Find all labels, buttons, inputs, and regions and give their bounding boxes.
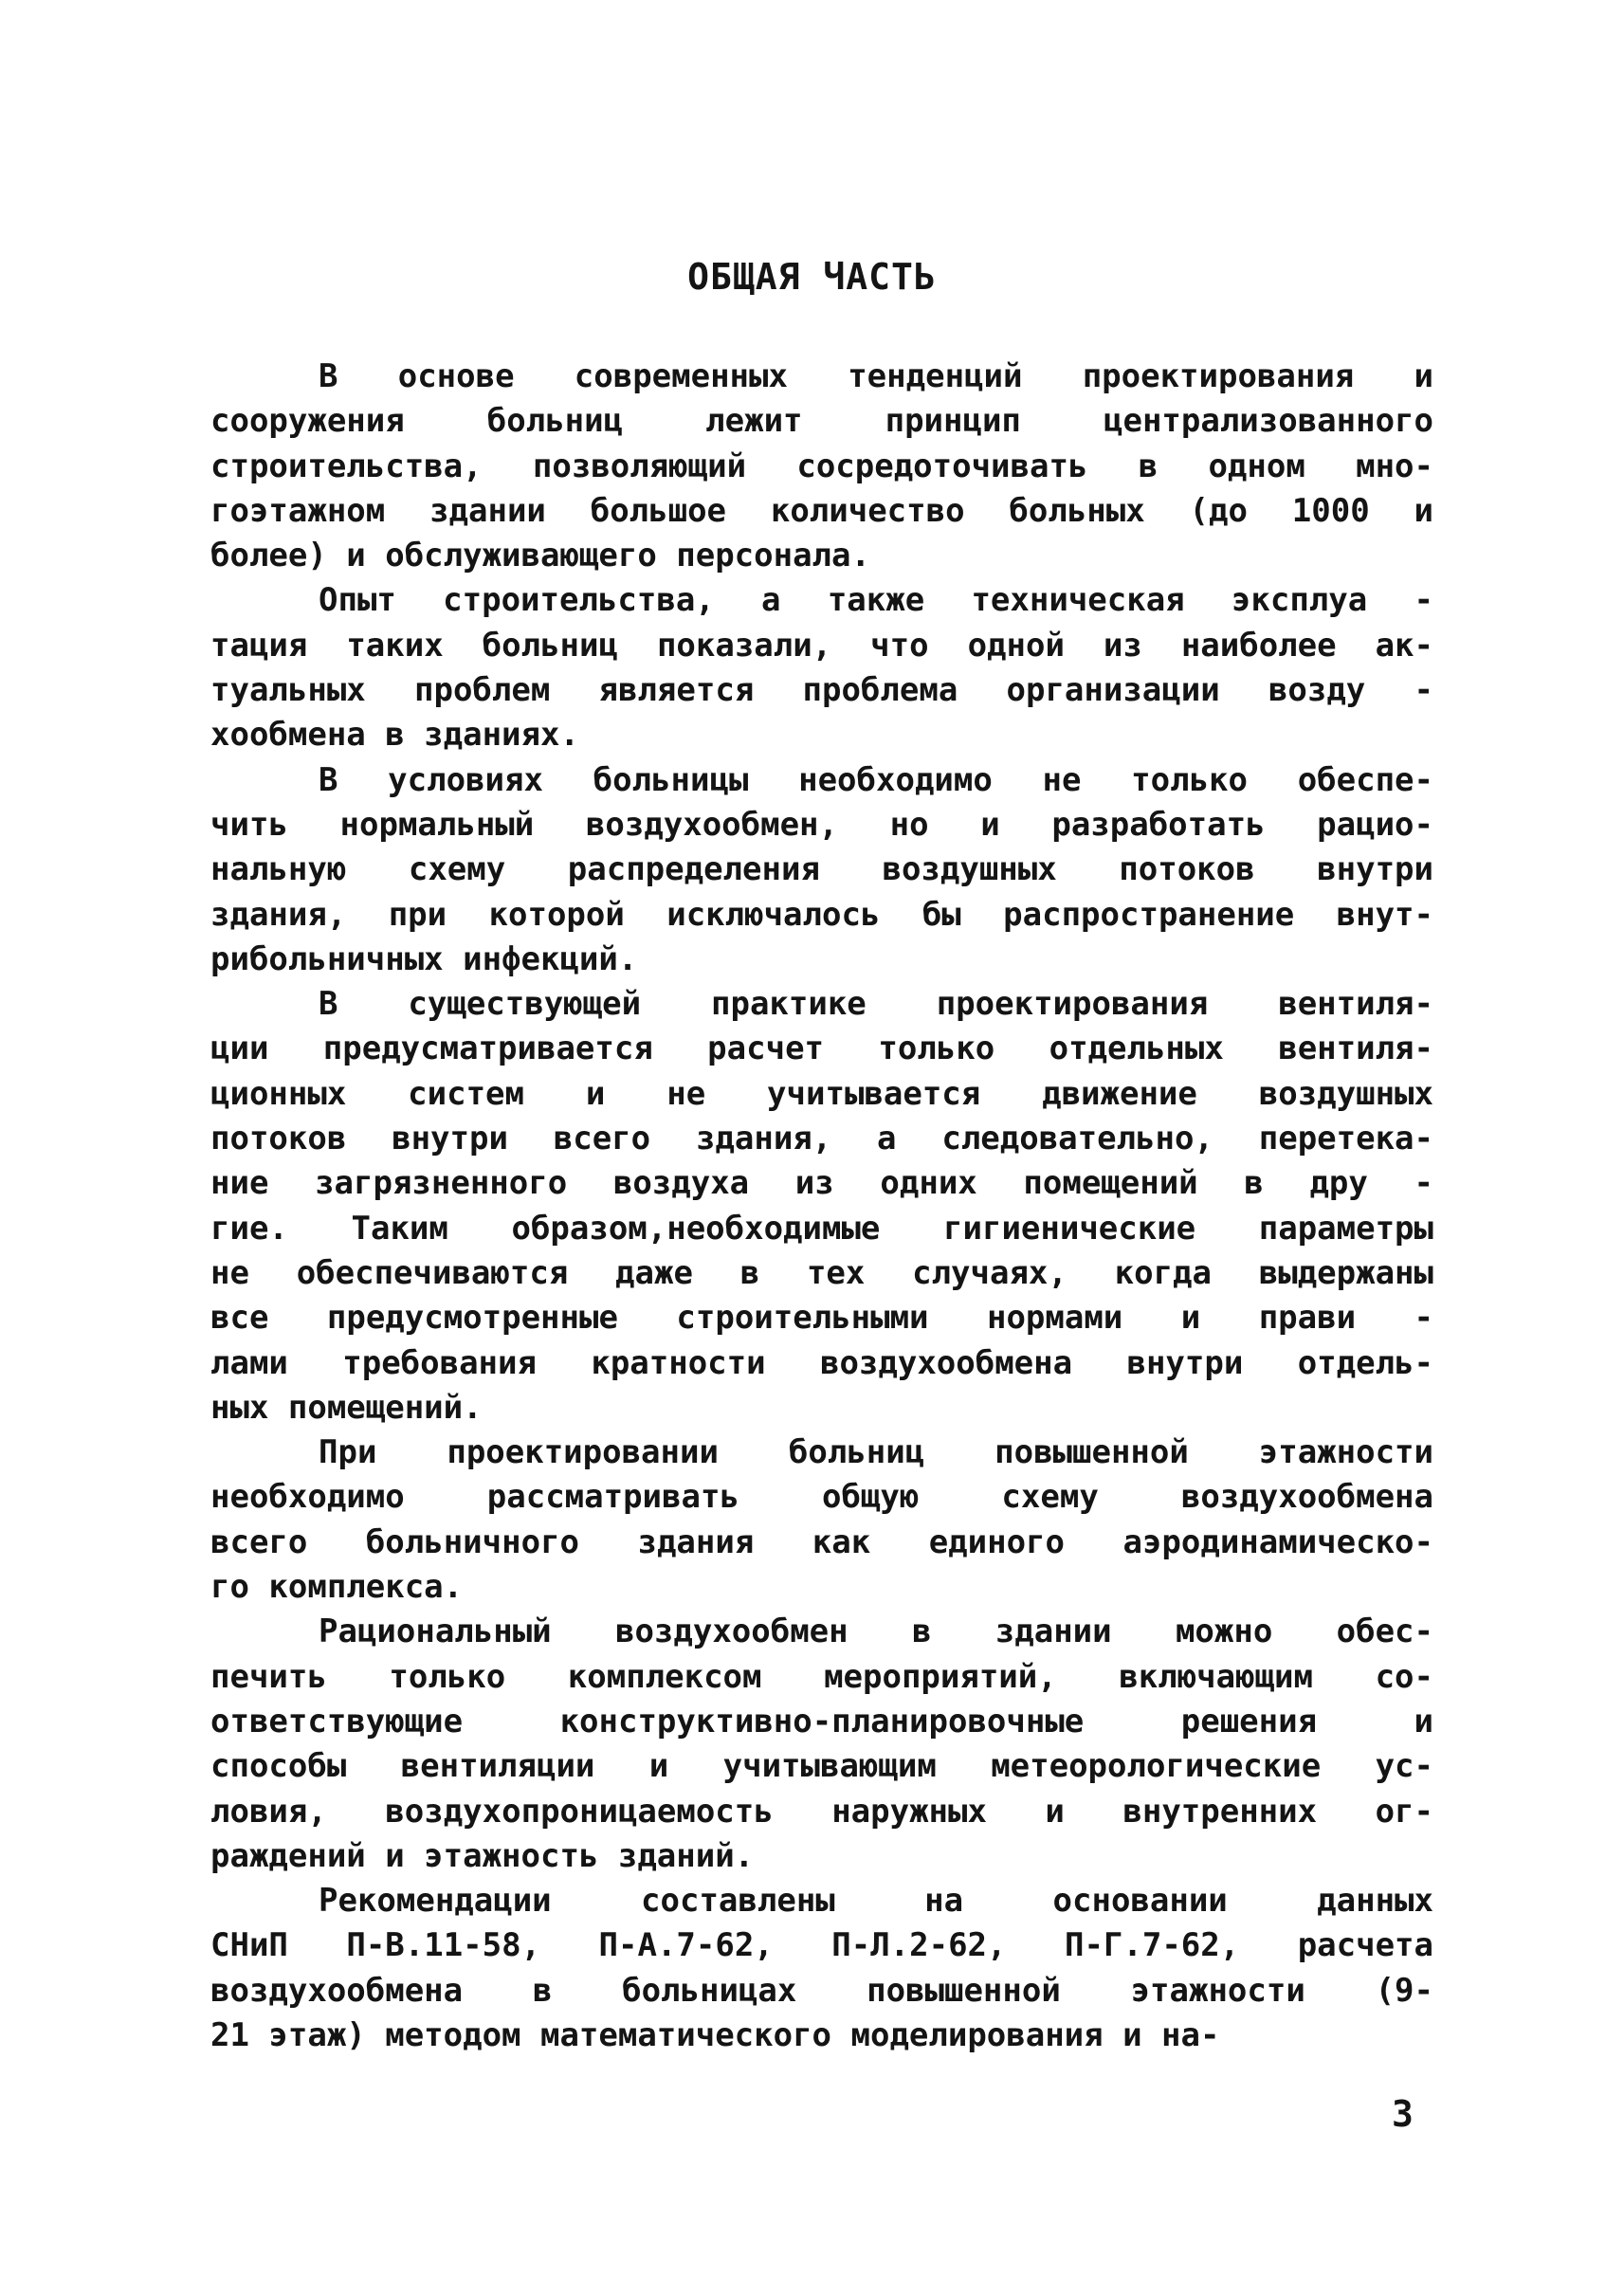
paragraph-2 (210, 578, 1433, 757)
text-line: ционных систем и не учитывается движение воздушных (210, 1074, 1433, 1113)
text-line: более) и обслуживающего персонала. (210, 537, 870, 575)
document-body (210, 355, 1433, 2058)
paragraph-7 (210, 1879, 1433, 2058)
text-line: не обеспечиваются даже в тех случаях, когда выдержаны (210, 1253, 1433, 1292)
page-title: ОБЩАЯ ЧАСТЬ (687, 256, 937, 298)
text-line: Рекомендации составлены на основании данных (319, 1882, 1433, 1921)
text-line: 21 этаж) методом математического моделирования и на- (210, 2015, 1220, 2054)
text-line: строительства, позволяющий сосредоточивать в одном мно- (210, 446, 1433, 485)
text-line: При проектировании больниц повышенной этажности (319, 1433, 1433, 1472)
paragraph-6 (210, 1610, 1433, 1879)
text-line: ответствующие конструктивно-планировочные решения и (210, 1702, 1433, 1740)
paragraph-4 (210, 982, 1433, 1430)
text-line: здания, при которой исключалось бы распространение внут- (210, 895, 1433, 934)
text-line: туальных проблем является проблема организации возду - (210, 671, 1433, 710)
text-line: Рациональный воздухообмен в здании можно обес- (319, 1613, 1433, 1651)
text-line: лами требования кратности воздухообмена внутри отдель- (210, 1343, 1433, 1382)
text-line: ние загрязненного воздуха из одних помещений в дру - (210, 1164, 1433, 1203)
text-line: ции предусматривается расчет только отдельных вентиля- (210, 1030, 1433, 1068)
text-line: чить нормальный воздухообмен, но и разработать рацио- (210, 805, 1433, 844)
text-line: всего больничного здания как единого аэродинамическо- (210, 1522, 1433, 1561)
text-line: СНиП П-В.11-58, П-А.7-62, П-Л.2-62, П-Г.7-62, расчета (210, 1926, 1433, 1965)
text-line: печить только комплексом мероприятий, включающим со- (210, 1657, 1433, 1696)
text-line: способы вентиляции и учитывающим метеорологические ус- (210, 1747, 1433, 1786)
paragraph-5 (210, 1430, 1433, 1610)
text-line: потоков внутри всего здания, а следовательно, перетека- (210, 1120, 1433, 1158)
text-line: гоэтажном здании большое количество больных (до 1000 и (210, 491, 1433, 530)
text-line: нальную схему распределения воздушных потоков внутри (210, 850, 1433, 889)
text-line: гие. Таким образом,необходимые гигиенические параметры (210, 1209, 1433, 1248)
text-line: все предусмотренные строительными нормами и прави - (210, 1299, 1433, 1338)
text-line: ных помещений. (210, 1388, 483, 1427)
text-line: В существующей практике проектирования вентиля- (319, 985, 1433, 1024)
paragraph-3 (210, 758, 1433, 982)
text-line: воздухообмена в больницах повышенной этажности (9- (210, 1971, 1433, 2010)
paragraph-1 (210, 355, 1433, 578)
text-line: раждений и этажность зданий. (210, 1836, 755, 1875)
text-line: рибольничных инфекций. (210, 939, 638, 978)
text-line: ловия, воздухопроницаемость наружных и внутренних ог- (210, 1792, 1433, 1831)
text-line: В основе современных тенденций проектирования и (319, 357, 1433, 395)
text-line: необходимо рассматривать общую схему воздухообмена (210, 1478, 1433, 1517)
text-line: хообмена в зданиях. (210, 716, 579, 755)
page-number: 3 (1392, 2093, 1414, 2135)
text-line: сооружения больниц лежит принцип централизованного (210, 402, 1433, 441)
text-line: тация таких больниц показали, что одной из наиболее ак- (210, 626, 1433, 665)
text-line: Опыт строительства, а также техническая эксплуа - (319, 581, 1433, 620)
text-line: го комплекса. (210, 1568, 464, 1607)
text-line: В условиях больницы необходимо не только обеспе- (319, 760, 1433, 799)
